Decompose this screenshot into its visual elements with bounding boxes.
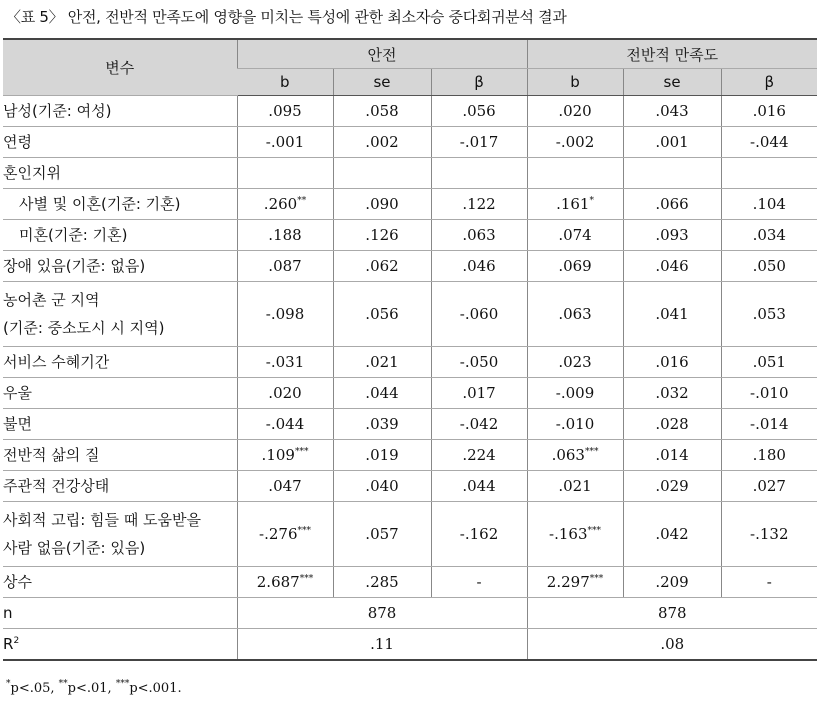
group-header-safety: 안전 xyxy=(237,39,527,69)
cell-value: -.031 xyxy=(237,347,333,378)
cell-value: -.162 xyxy=(431,502,527,567)
cell-value: .109*** xyxy=(237,440,333,471)
cell-value xyxy=(431,158,527,189)
table-row xyxy=(3,440,817,471)
cell-value: .056 xyxy=(431,96,527,127)
cell-value: - xyxy=(431,567,527,598)
cell-value: -.010 xyxy=(721,378,817,409)
cell-value xyxy=(237,158,333,189)
col-header-se: se xyxy=(333,69,431,96)
cell-value: .104 xyxy=(721,189,817,220)
cell-value: -.001 xyxy=(237,127,333,158)
row-label: 전반적 삶의 질 xyxy=(3,440,237,471)
cell-value: 878 xyxy=(527,598,817,629)
cell-value: .063*** xyxy=(527,440,623,471)
cell-value: .027 xyxy=(721,471,817,502)
cell-value: .014 xyxy=(623,440,721,471)
cell-value: .039 xyxy=(333,409,431,440)
cell-value: .090 xyxy=(333,189,431,220)
table-row-n xyxy=(3,598,817,629)
cell-value: .021 xyxy=(333,347,431,378)
table-row xyxy=(3,127,817,158)
cell-value: .062 xyxy=(333,251,431,282)
row-label: 주관적 건강상태 xyxy=(3,471,237,502)
cell-value: -.060 xyxy=(431,282,527,347)
cell-value: 2.297*** xyxy=(527,567,623,598)
cell-value: .029 xyxy=(623,471,721,502)
cell-value: .093 xyxy=(623,220,721,251)
row-label: 연령 xyxy=(3,127,237,158)
cell-value: .042 xyxy=(623,502,721,567)
cell-value: .260** xyxy=(237,189,333,220)
cell-value: .019 xyxy=(333,440,431,471)
row-label: 상수 xyxy=(3,567,237,598)
row-label: n xyxy=(3,598,237,629)
cell-value: .043 xyxy=(623,96,721,127)
cell-value: -.002 xyxy=(527,127,623,158)
row-label: 우울 xyxy=(3,378,237,409)
cell-value: -.050 xyxy=(431,347,527,378)
row-label: 사회적 고립: 힘들 때 도움받을 사람 없음(기준: 있음) xyxy=(3,502,237,567)
cell-value: -.014 xyxy=(721,409,817,440)
col-header-se: se xyxy=(623,69,721,96)
cell-value: .023 xyxy=(527,347,623,378)
cell-value: .046 xyxy=(431,251,527,282)
cell-value: .11 xyxy=(237,629,527,661)
table-row xyxy=(3,409,817,440)
table-row xyxy=(3,220,817,251)
cell-value xyxy=(721,158,817,189)
row-label: 사별 및 이혼(기준: 기혼) xyxy=(3,189,237,220)
cell-value: .001 xyxy=(623,127,721,158)
cell-value: .016 xyxy=(623,347,721,378)
col-header-beta: β xyxy=(721,69,817,96)
table-row xyxy=(3,567,817,598)
cell-value: .002 xyxy=(333,127,431,158)
group-header-satisfaction: 전반적 만족도 xyxy=(527,39,817,69)
row-label: 농어촌 군 지역 (기준: 중소도시 시 지역) xyxy=(3,282,237,347)
cell-value: -.044 xyxy=(237,409,333,440)
cell-value xyxy=(527,158,623,189)
cell-value: .180 xyxy=(721,440,817,471)
cell-value: .028 xyxy=(623,409,721,440)
cell-value: .285 xyxy=(333,567,431,598)
table-row xyxy=(3,251,817,282)
cell-value: -.010 xyxy=(527,409,623,440)
cell-value: .041 xyxy=(623,282,721,347)
cell-value: .017 xyxy=(431,378,527,409)
cell-value: .095 xyxy=(237,96,333,127)
cell-value: .126 xyxy=(333,220,431,251)
row-label: 혼인지위 xyxy=(3,158,237,189)
cell-value xyxy=(333,158,431,189)
row-label: 남성(기준: 여성) xyxy=(3,96,237,127)
row-label: $R^2$ xyxy=(3,629,237,661)
cell-value: 2.687*** xyxy=(237,567,333,598)
cell-value: .08 xyxy=(527,629,817,661)
cell-value: .021 xyxy=(527,471,623,502)
row-label: 장애 있음(기준: 없음) xyxy=(3,251,237,282)
cell-value: -.009 xyxy=(527,378,623,409)
row-label: 불면 xyxy=(3,409,237,440)
cell-value: .020 xyxy=(237,378,333,409)
table-row xyxy=(3,502,817,567)
table-row xyxy=(3,158,817,189)
cell-value: .063 xyxy=(527,282,623,347)
cell-value: .224 xyxy=(431,440,527,471)
cell-value: .044 xyxy=(431,471,527,502)
col-header-beta: β xyxy=(431,69,527,96)
cell-value: .040 xyxy=(333,471,431,502)
cell-value: .063 xyxy=(431,220,527,251)
cell-value: .050 xyxy=(721,251,817,282)
cell-value: -.132 xyxy=(721,502,817,567)
cell-value: .058 xyxy=(333,96,431,127)
cell-value: - xyxy=(721,567,817,598)
cell-value: .087 xyxy=(237,251,333,282)
cell-value: -.044 xyxy=(721,127,817,158)
cell-value: -.276*** xyxy=(237,502,333,567)
col-header-b: b xyxy=(527,69,623,96)
cell-value: -.098 xyxy=(237,282,333,347)
cell-value: .069 xyxy=(527,251,623,282)
row-label: 서비스 수혜기간 xyxy=(3,347,237,378)
significance-footnote: *p<.05, **p<.01, ***p<.001. xyxy=(6,679,182,696)
cell-value: .053 xyxy=(721,282,817,347)
row-label: 미혼(기준: 기혼) xyxy=(3,220,237,251)
cell-value: .047 xyxy=(237,471,333,502)
cell-value: .034 xyxy=(721,220,817,251)
table-row xyxy=(3,96,817,127)
cell-value: .056 xyxy=(333,282,431,347)
cell-value: .057 xyxy=(333,502,431,567)
table-caption: 〈표 5〉 안전, 전반적 만족도에 영향을 미치는 특성에 관한 최소자승 중다회귀분석 결과 xyxy=(6,8,567,26)
table-row xyxy=(3,189,817,220)
table-row xyxy=(3,282,817,347)
cell-value: .032 xyxy=(623,378,721,409)
regression-table xyxy=(3,38,817,661)
cell-value: 878 xyxy=(237,598,527,629)
table-row xyxy=(3,378,817,409)
cell-value: .046 xyxy=(623,251,721,282)
cell-value: .020 xyxy=(527,96,623,127)
col-header-b: b xyxy=(237,69,333,96)
cell-value xyxy=(623,158,721,189)
cell-value: -.017 xyxy=(431,127,527,158)
cell-value: .016 xyxy=(721,96,817,127)
cell-value: .122 xyxy=(431,189,527,220)
cell-value: .051 xyxy=(721,347,817,378)
cell-value: -.042 xyxy=(431,409,527,440)
cell-value: .209 xyxy=(623,567,721,598)
variable-header: 변수 xyxy=(3,39,237,96)
table-row xyxy=(3,471,817,502)
table-row-r2 xyxy=(3,629,817,661)
cell-value: .044 xyxy=(333,378,431,409)
cell-value: .074 xyxy=(527,220,623,251)
cell-value: .066 xyxy=(623,189,721,220)
cell-value: .188 xyxy=(237,220,333,251)
cell-value: .161* xyxy=(527,189,623,220)
cell-value: -.163*** xyxy=(527,502,623,567)
table-row xyxy=(3,347,817,378)
